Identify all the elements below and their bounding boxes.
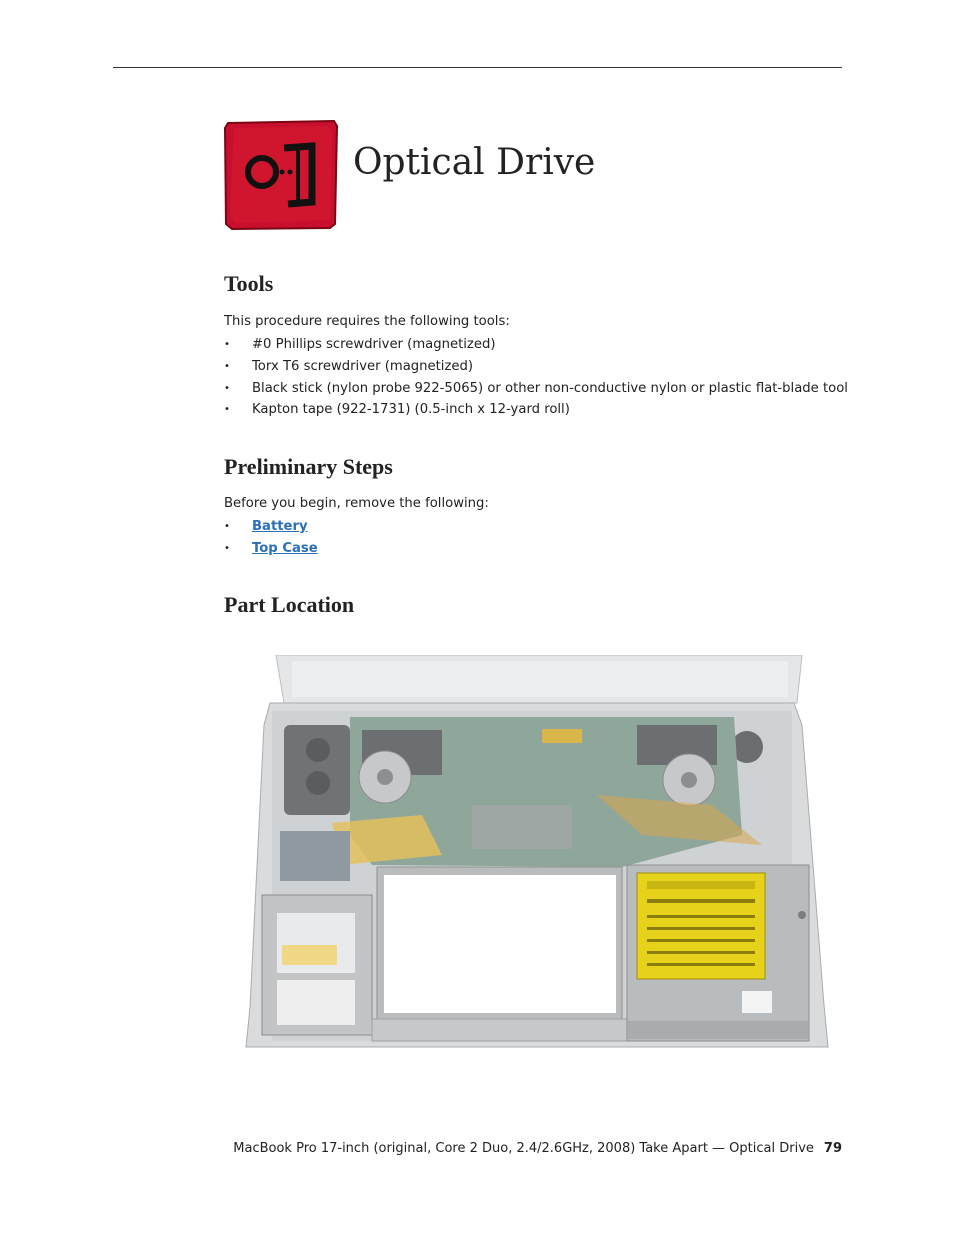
optical-drive-icon [224,120,340,230]
part-location-photo [242,655,832,1051]
tools-heading: Tools [224,271,274,296]
preliminary-heading: Preliminary Steps [224,454,393,479]
page-footer [233,1141,842,1156]
list-item: • #0 Phillips screwdriver (magnetized) [224,337,496,352]
battery-link[interactable]: Battery [252,519,308,534]
preliminary-list [224,516,318,560]
tools-intro: This procedure requires the following tools: [224,314,510,329]
list-item: • Kapton tape (922-1731) (0.5-inch x 12-yard roll) [224,402,570,418]
footer-text: MacBook Pro 17-inch (original, Core 2 Duo, 2.4/2.6GHz, 2008) Take Apart — Optical Drive [233,1141,814,1156]
list-item: • Torx T6 screwdriver (magnetized) [224,358,474,374]
top-rule [113,67,842,68]
list-item: • Black stick (nylon probe 922-5065) or other non-conductive nylon or plastic flat-blade tool [224,380,848,396]
list-item: • Battery [224,519,308,534]
list-item: • Top Case [224,540,318,556]
page-title: Optical Drive [353,142,596,183]
page-number: 79 [823,1141,842,1156]
part-location-heading: Part Location [224,592,355,617]
tools-list [224,334,848,421]
top-case-link[interactable]: Top Case [252,540,318,556]
preliminary-intro: Before you begin, remove the following: [224,496,489,511]
